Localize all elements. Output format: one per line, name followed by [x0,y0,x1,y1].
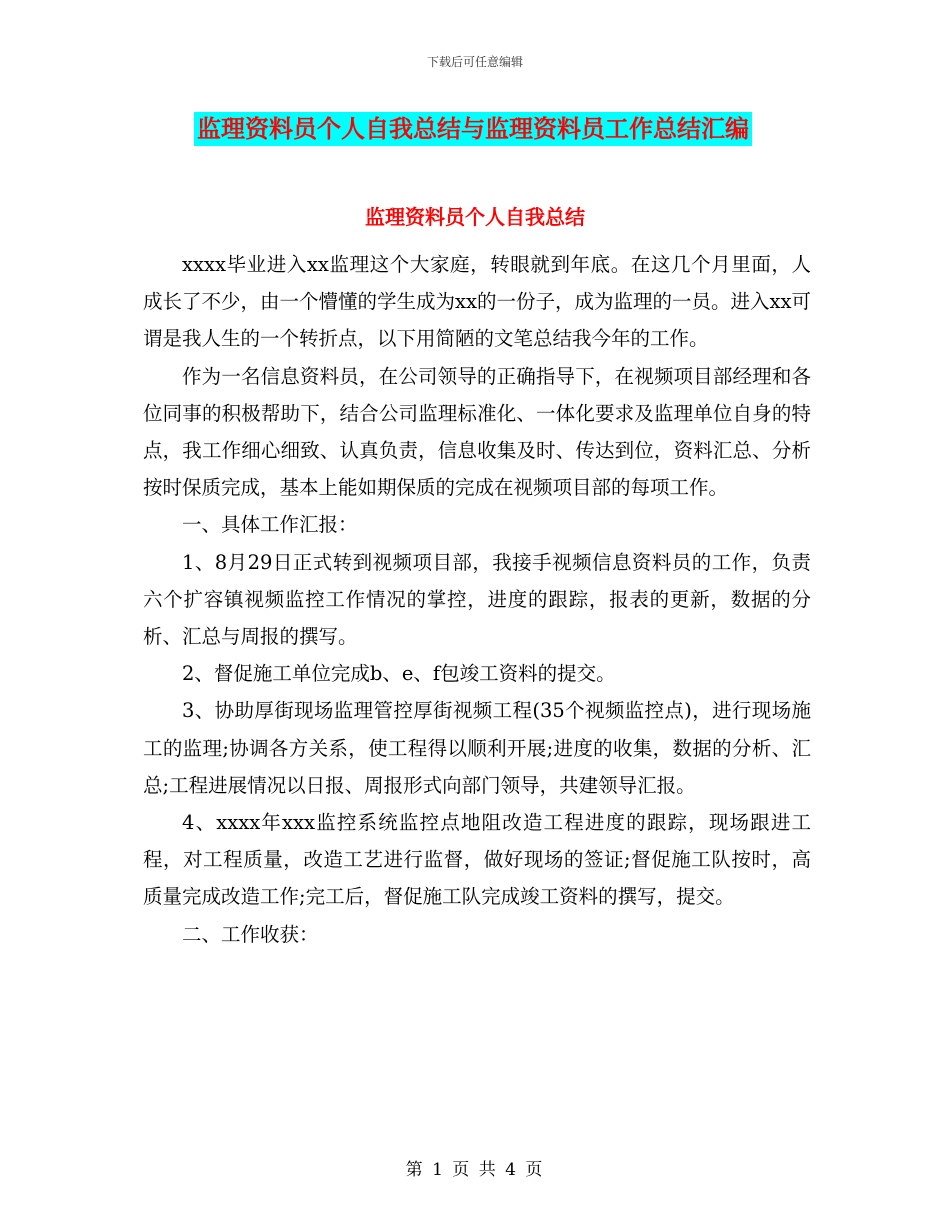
paragraph: 3、协助厚街现场监理管控厚街视频工程(35个视频监控点)，进行现场施工的监理;协调各方关系，使工程得以顺利开展;进度的收集，数据的分析、汇总;工程进展情况以日报、周报形式向部门领导，共建领导汇报。 [143,699,811,797]
page-number-footer: 第 1 页 共 4 页 [405,1160,545,1180]
paragraph: 一、具体工作汇报： [182,513,358,537]
document-title: 监理资料员个人自我总结与监理资料员工作总结汇编 [194,112,752,146]
section-title: 监理资料员个人自我总结 [365,205,585,229]
paragraph: 2、督促施工单位完成b、e、f包竣工资料的提交。 [182,662,616,686]
paragraph: 1、8月29日正式转到视频项目部，我接手视频信息资料员的工作，负责六个扩容镇视频监控工作情况的掌控，进度的跟踪，报表的更新，数据的分析、汇总与周报的撰写。 [143,550,811,649]
paragraph: 作为一名信息资料员，在公司领导的正确指导下，在视频项目部经理和各位同事的积极帮助下，结合公司监理标准化、一体化要求及监理单位自身的特点，我工作细心细致、认真负责，信息收集及时、传达到位，资料汇总、分析按时保质完成，基本上能如期保质的完成在视频项目部的每项工作。 [143,364,811,500]
paragraph: xxxx毕业进入xx监理这个大家庭，转眼就到年底。在这几个月里面，人成长了不少，由一个懵懂的学生成为xx的一份子，成为监理的一员。进入xx可谓是我人生的一个转折点，以下用简陋的文笔总结我今年的工作。 [143,253,811,351]
paragraph: 二、工作收获： [182,922,319,946]
page-header-note: 下载后可任意编辑 [426,55,523,69]
paragraph: 4、xxxx年xxx监控系统监控点地阻改造工程进度的跟踪，现场跟进工程，对工程质量，改造工艺进行监督，做好现场的签证;督促施工队按时，高质量完成改造工作;完工后，督促施工队完成竣工资料的撰写，提交。 [143,811,811,909]
document-body [143,246,811,953]
